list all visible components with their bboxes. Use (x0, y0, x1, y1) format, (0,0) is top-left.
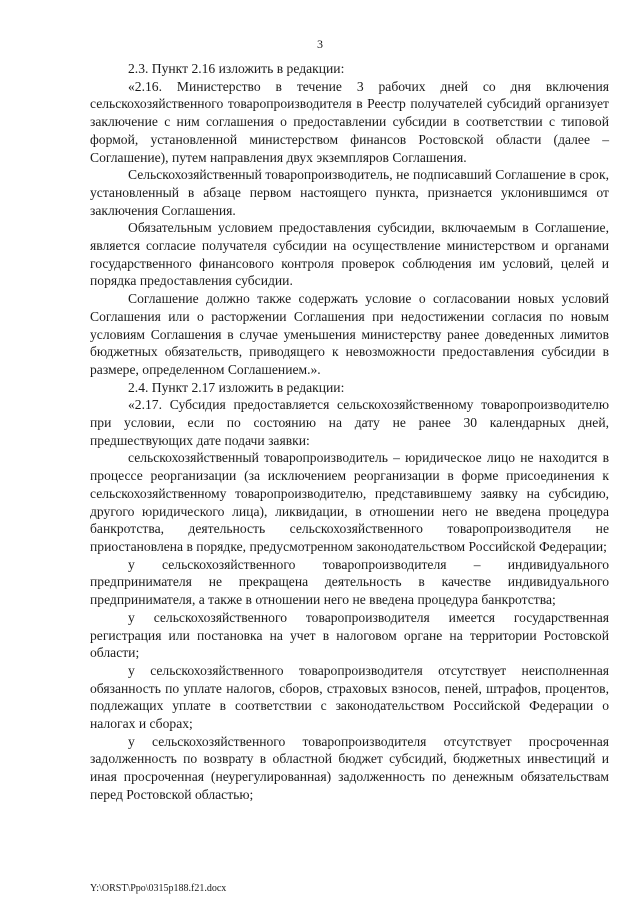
paragraph-2-3-heading: 2.3. Пункт 2.16 изложить в редакции: (128, 61, 345, 76)
paragraph-individual: у сельскохозяйственного товаропроизводителя – индивидуального предпринимателя не прекращена деятельность в качестве индивидуального предпринимателя, а также в отношении него не введена процедура банкротства; (90, 556, 609, 608)
page-number: 3 (317, 37, 323, 51)
paragraph-debt: у сельскохозяйственного товаропроизводителя отсутствует просроченная задолженность по возврату в областной бюджет субсидий, бюджетных инвестиций и иная просроченная (неурегулированная) задолженность по денежным обязательствам перед Ростовской областью; (90, 733, 609, 802)
paragraph-refusal: Сельскохозяйственный товаропроизводитель, не подписавший Соглашение в срок, установленный в абзаце первом настоящего пункта, признается уклонившимся от заключения Соглашения. (90, 167, 609, 218)
paragraph-2-4-heading: 2.4. Пункт 2.17 изложить в редакции: (128, 379, 345, 395)
paragraph-2-17: «2.17. Субсидия предоставляется сельскохозяйственному товаропроизводителю при условии, если по состоянию на дату не ранее 30 календарных дней, предшествующих дате подачи заявки: (90, 397, 609, 448)
paragraph-agreement-terms: Соглашение должно также содержать условие о согласовании новых условий Соглашения или о расторжении Соглашения при недостижении согласия по новым условиям Соглашения в случае уменьшения министерству ранее доведенных лимитов бюджетных обязательств, приводящего к невозможности предоставления субсидии в размере, определенном Соглашением.». (90, 291, 609, 377)
footer-file-path: Y:\ORST\Ppo\0315p188.f21.docx (90, 883, 227, 894)
paragraph-mandatory-condition: Обязательным условием предоставления субсидии, включаемым в Соглашение, является согласие получателя субсидии на осуществление министерством и органами государственного финансового контроля проверок соблюдения им условий, целей и порядка предоставления субсидии. (90, 220, 609, 289)
paragraph-2-16: «2.16. Министерство в течение 3 рабочих дней со дня включения сельскохозяйственного товаропроизводителя в Реестр получателей субсидий организует заключение с ним соглашения о предоставлении субсидии в соответствии с типовой формой, установленной министерством финансов Ростовской области (далее – Соглашение), путем направления двух экземпляров Соглашения. (90, 78, 609, 165)
paragraph-taxes: у сельскохозяйственного товаропроизводителя отсутствует неисполненная обязанность по уплате налогов, сборов, страховых взносов, пеней, штрафов, процентов, подлежащих уплате в соответствии с законодательством Российской Федерации о налогах и сборах; (90, 662, 609, 732)
document-body (90, 60, 609, 804)
paragraph-registration: у сельскохозяйственного товаропроизводителя имеется государственная регистрация или постановка на учет в налоговом органе на территории Ростовской области; (90, 609, 609, 661)
paragraph-legal-entity: сельскохозяйственный товаропроизводитель – юридическое лицо не находится в процессе реорганизации (за исключением реорганизации в форме присоединения к сельскохозяйственному товаропроизводителю, представившему заявку на субсидию, другого юридического лица), ликвидации, в отношении него не введена процедура банкротства, деятельность сельскохозяйственного товаропроизводителя не приостановлена в порядке, предусмотренном законодательством Российской Федерации; (90, 450, 609, 554)
